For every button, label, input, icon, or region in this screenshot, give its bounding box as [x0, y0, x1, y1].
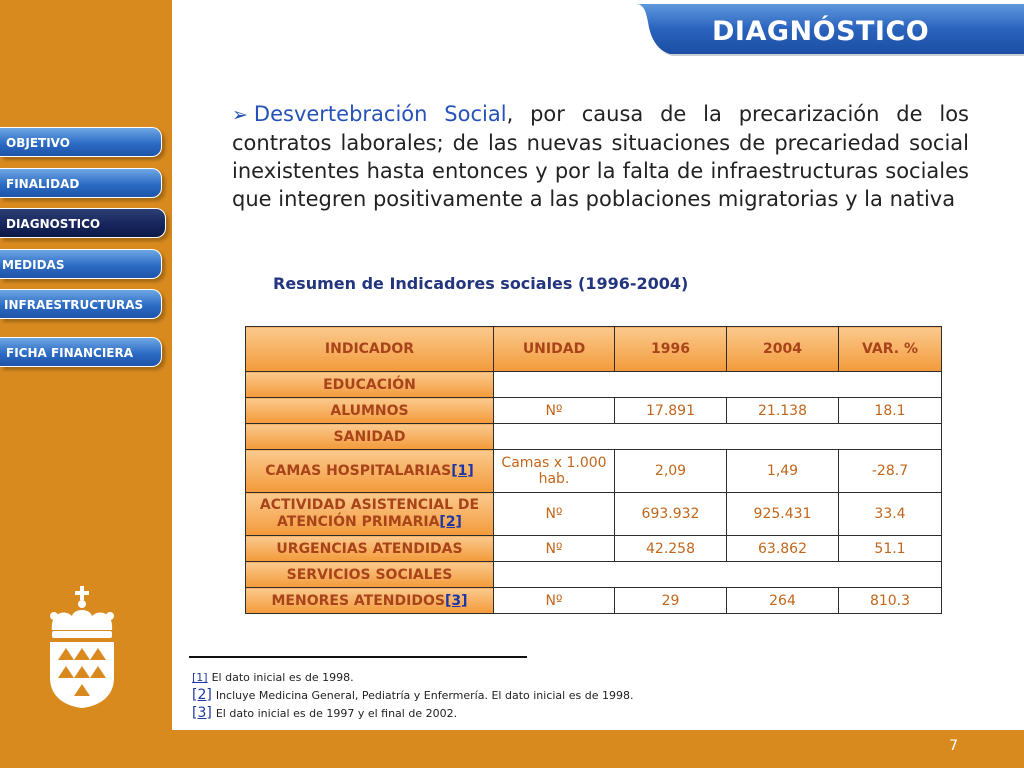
table-row: [246, 588, 942, 614]
footnote-2-text: Incluye Medicina General, Pediatría y Enfermería. El dato inicial es de 1998.: [215, 689, 634, 702]
column-header: 2004: [727, 327, 839, 372]
indicator-cell: URGENCIAS ATENDIDAS: [246, 536, 494, 562]
variation-cell: 18.1: [839, 398, 942, 424]
section-label: SANIDAD: [246, 424, 494, 450]
section-label: EDUCACIÓN: [246, 372, 494, 398]
arrow-bullet-icon: ➢: [232, 104, 248, 126]
nav-infraestructuras-button[interactable]: [0, 289, 162, 319]
nav-ficha-financiera-button[interactable]: [0, 337, 162, 367]
nav-ficha-financiera-label: FICHA FINANCIERA: [6, 346, 134, 360]
footnote-2-ref-link[interactable]: [2]: [192, 687, 212, 703]
table-row: [246, 493, 942, 536]
nav-medidas-label: MEDIDAS: [2, 258, 65, 272]
value-1996-cell: 29: [615, 588, 727, 614]
value-1996-cell: 42.258: [615, 536, 727, 562]
footnote-divider: [189, 656, 527, 658]
value-2004-cell: 21.138: [727, 398, 839, 424]
unit-cell: Nº: [494, 398, 615, 424]
unit-cell: Nº: [494, 536, 615, 562]
variation-cell: 810.3: [839, 588, 942, 614]
footnote-1-text: El dato inicial es de 1998.: [211, 671, 354, 684]
indicator-label: ACTIVIDAD ASISTENCIAL DE ATENCIÓN PRIMARIA: [259, 497, 480, 530]
value-2004-cell: 925.431: [727, 493, 839, 536]
nav-finalidad-button[interactable]: [0, 168, 162, 198]
indicator-cell: [246, 450, 494, 493]
variation-cell: 33.4: [839, 493, 942, 536]
column-header: UNIDAD: [494, 327, 615, 372]
indicator-label: CAMAS HOSPITALARIAS: [265, 463, 452, 479]
table-header-row: [246, 327, 942, 372]
table-row: [246, 536, 942, 562]
footnote-ref-link[interactable]: [1]: [451, 463, 474, 479]
page-title: DIAGNÓSTICO: [712, 16, 930, 47]
value-2004-cell: 1,49: [727, 450, 839, 493]
nav-diagnostico-button[interactable]: [0, 208, 166, 238]
footnote-ref-link[interactable]: [3]: [444, 592, 468, 609]
unit-cell: Nº: [494, 493, 615, 536]
indicator-cell: [246, 588, 494, 614]
empty-cell: [494, 562, 942, 588]
section-label: SERVICIOS SOCIALES: [246, 562, 494, 588]
table-title: Resumen de Indicadores sociales (1996-2004): [273, 274, 689, 293]
indicator-label: MENORES ATENDIDOS: [271, 592, 445, 609]
nav-medidas-button[interactable]: [0, 249, 162, 279]
empty-cell: [494, 372, 942, 398]
indicator-cell: [246, 493, 494, 536]
indicators-table: [245, 326, 942, 614]
table-section-row: [246, 372, 942, 398]
page-number: 7: [949, 738, 958, 754]
empty-cell: [494, 424, 942, 450]
unit-cell: Nº: [494, 588, 615, 614]
footnote-1: [192, 671, 354, 684]
coat-of-arms-icon: [44, 586, 120, 710]
bullet-text: , por causa de la precarización de los contratos laborales; de las nuevas situaciones de precariedad social inexistentes hasta entonces y por la falta de infraestructuras sociales que integren positivamente a las poblaciones migratorias y la nativa: [232, 102, 969, 211]
value-1996-cell: 2,09: [615, 450, 727, 493]
indicator-cell: ALUMNOS: [246, 398, 494, 424]
value-2004-cell: 264: [727, 588, 839, 614]
bullet-paragraph: [232, 100, 969, 213]
bullet-lead: Desvertebración Social: [253, 102, 507, 126]
variation-cell: -28.7: [839, 450, 942, 493]
value-1996-cell: 693.932: [615, 493, 727, 536]
value-2004-cell: 63.862: [727, 536, 839, 562]
table-row: [246, 450, 942, 493]
footnote-3: [192, 705, 457, 721]
nav-infraestructuras-label: INFRAESTRUCTURAS: [4, 298, 144, 312]
nav-finalidad-label: FINALIDAD: [6, 177, 80, 191]
footnote-3-text: El dato inicial es de 1997 y el final de 2002.: [215, 707, 458, 720]
nav-diagnostico-label: DIAGNOSTICO: [6, 217, 101, 231]
table-section-row: [246, 424, 942, 450]
footnote-3-ref-link[interactable]: [3]: [192, 705, 212, 721]
footer-band: [0, 730, 1024, 768]
value-1996-cell: 17.891: [615, 398, 727, 424]
footnote-1-ref-link[interactable]: [1]: [192, 671, 208, 684]
column-header: 1996: [615, 327, 727, 372]
nav-objetivo-label: OBJETIVO: [6, 136, 70, 150]
column-header: VAR. %: [839, 327, 942, 372]
footnote-2: [192, 687, 633, 703]
table-row: [246, 398, 942, 424]
nav-objetivo-button[interactable]: [0, 127, 162, 157]
table-section-row: [246, 562, 942, 588]
variation-cell: 51.1: [839, 536, 942, 562]
column-header: INDICADOR: [246, 327, 494, 372]
unit-cell: Camas x 1.000 hab.: [494, 450, 615, 493]
footnote-ref-link[interactable]: [2]: [439, 514, 462, 530]
